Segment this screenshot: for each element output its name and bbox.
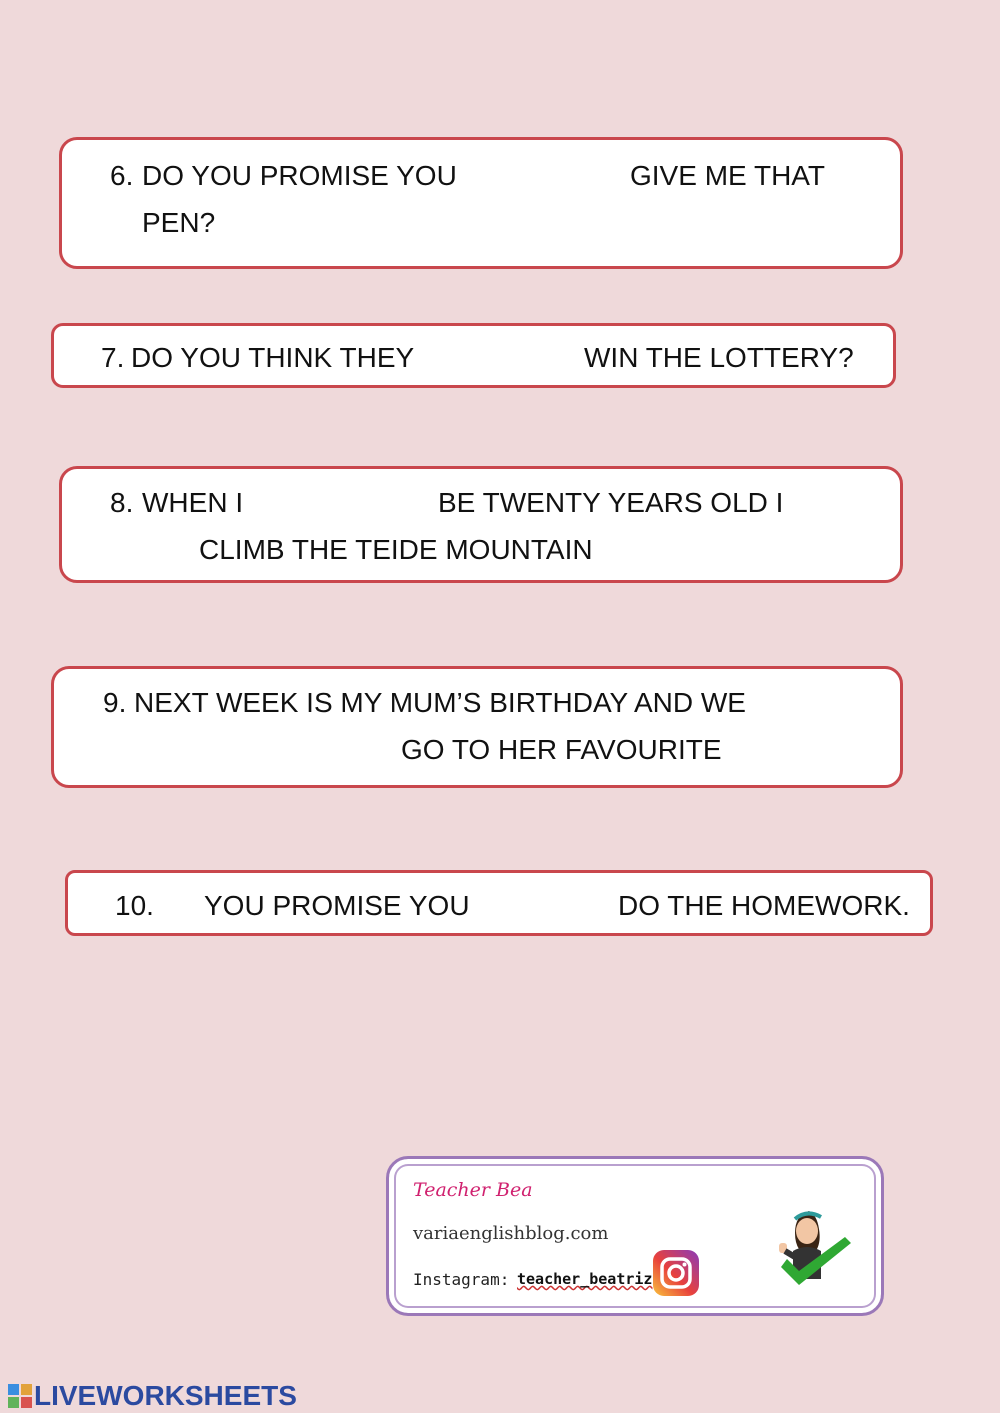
question-text: WHEN I bbox=[142, 487, 244, 518]
author-name: Teacher Bea bbox=[413, 1179, 533, 1201]
question-number: 10. bbox=[115, 890, 154, 921]
teacher-avatar-checkmark-icon bbox=[771, 1199, 861, 1299]
question-7-box bbox=[51, 323, 896, 388]
author-credit-card bbox=[386, 1156, 884, 1316]
question-text: YOU PROMISE YOU bbox=[204, 890, 470, 921]
instagram-label: Instagram: bbox=[413, 1270, 510, 1289]
question-number: 6. bbox=[110, 160, 134, 191]
instagram-handle[interactable]: teacher_beatriz bbox=[517, 1270, 653, 1288]
question-text: PEN? bbox=[142, 207, 216, 238]
liveworksheets-logo-icon bbox=[8, 1384, 32, 1408]
question-text: WIN THE LOTTERY? bbox=[584, 342, 854, 373]
question-10-box bbox=[65, 870, 933, 936]
question-text: CLIMB THE TEIDE MOUNTAIN bbox=[199, 534, 593, 565]
question-6-box bbox=[59, 137, 903, 269]
question-text: DO YOU PROMISE YOU bbox=[142, 160, 457, 191]
question-text: BE TWENTY YEARS OLD I bbox=[438, 487, 784, 518]
question-number: 9. bbox=[103, 687, 127, 718]
question-text: DO THE HOMEWORK. bbox=[618, 890, 910, 921]
question-text: DO YOU THINK THEY bbox=[131, 342, 415, 373]
liveworksheets-brand[interactable]: LIVEWORKSHEETS bbox=[34, 1380, 297, 1411]
question-text: NEXT WEEK IS MY MUM’S BIRTHDAY AND WE bbox=[134, 687, 746, 718]
question-8-box bbox=[59, 466, 903, 583]
instagram-icon[interactable] bbox=[652, 1249, 700, 1297]
question-number: 8. bbox=[110, 487, 134, 518]
question-text: GIVE ME THAT bbox=[630, 160, 825, 191]
author-website[interactable]: variaenglishblog.com bbox=[413, 1223, 609, 1244]
question-text: GO TO HER FAVOURITE bbox=[401, 734, 722, 765]
question-number: 7. bbox=[101, 342, 125, 373]
question-9-box bbox=[51, 666, 903, 788]
